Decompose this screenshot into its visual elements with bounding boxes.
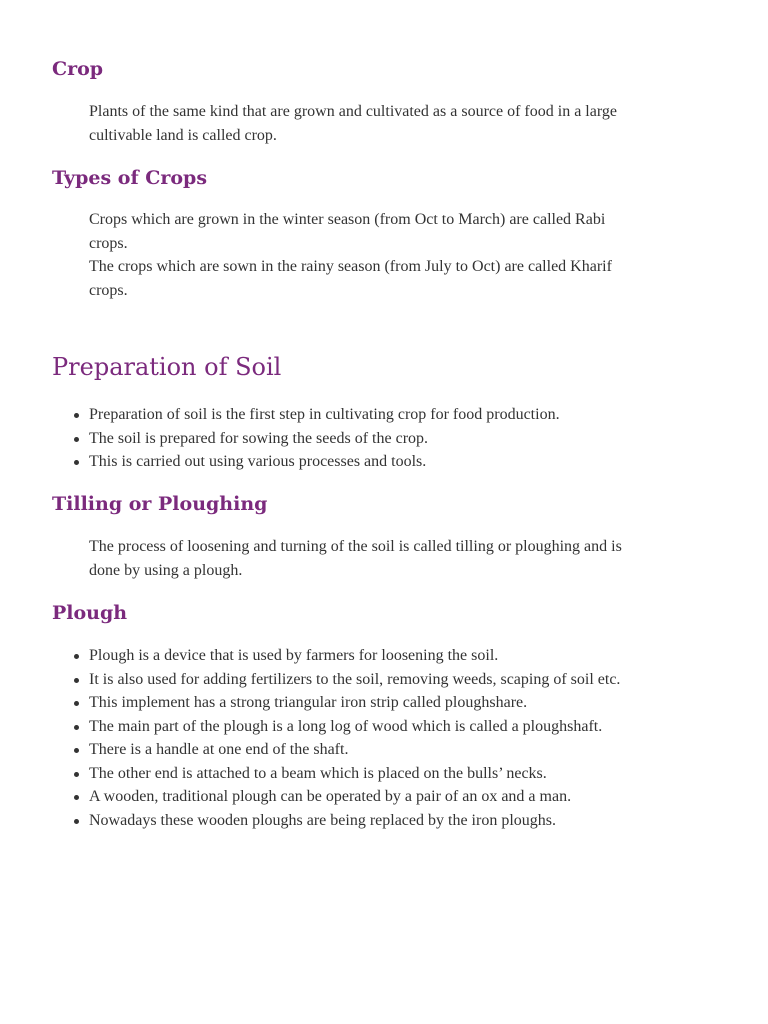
- bullet-icon: [74, 678, 79, 683]
- list-item-text: Preparation of soil is the first step in cultivating crop for food production.: [89, 406, 560, 423]
- list-item: [74, 785, 714, 809]
- text-line: The process of loosening and turning of the soil is called tilling or ploughing and is: [89, 538, 622, 555]
- bullet-icon: [74, 654, 79, 659]
- list-item: [74, 668, 714, 692]
- list-item-text: Nowadays these wooden ploughs are being replaced by the iron ploughs.: [89, 811, 556, 829]
- bullet-icon: [74, 795, 79, 800]
- bullet-icon: [74, 725, 79, 730]
- heading-plough: Plough: [52, 602, 128, 624]
- list-item-text: The other end is attached to a beam which is placed on the bulls’ necks.: [89, 764, 547, 782]
- list-item-text: Plough is a device that is used by farmers for loosening the soil.: [89, 647, 499, 664]
- list-item: [74, 691, 714, 715]
- list-item: [74, 450, 714, 474]
- text-line: cultivable land is called crop.: [89, 126, 277, 144]
- list-item-text: The main part of the plough is a long log of wood which is called a ploughshaft.: [89, 717, 603, 735]
- list-plough: [74, 644, 714, 832]
- list-item-text: This implement has a strong triangular iron strip called ploughshare.: [89, 694, 528, 711]
- paragraph-types-of-crops: [89, 208, 689, 302]
- list-item: [74, 715, 714, 739]
- bullet-icon: [74, 413, 79, 418]
- list-item: [74, 738, 714, 762]
- paragraph-tilling: [89, 535, 689, 582]
- list-item: [74, 427, 714, 451]
- bullet-icon: [74, 701, 79, 706]
- bullet-icon: [74, 748, 79, 753]
- text-line: Crops which are grown in the winter season (from Oct to March) are called Rabi: [89, 211, 606, 228]
- bullet-icon: [74, 437, 79, 442]
- heading-tilling-or-ploughing: Tilling or Ploughing: [52, 493, 268, 515]
- list-item-text: A wooden, traditional plough can be operated by a pair of an ox and a man.: [89, 788, 572, 805]
- bullet-icon: [74, 460, 79, 465]
- bullet-icon: [74, 819, 79, 824]
- heading-preparation-of-soil: Preparation of Soil: [52, 353, 282, 381]
- text-line: Plants of the same kind that are grown and cultivated as a source of food in a large: [89, 103, 617, 120]
- list-item-text: It is also used for adding fertilizers to the soil, removing weeds, scaping of soil etc.: [89, 670, 621, 688]
- text-line: crops.: [89, 234, 128, 252]
- list-item: [74, 403, 714, 427]
- list-item-text: This is carried out using various processes and tools.: [89, 453, 427, 470]
- list-item: [74, 809, 714, 833]
- heading-crop: Crop: [52, 58, 104, 80]
- list-item-text: The soil is prepared for sowing the seeds of the crop.: [89, 429, 429, 447]
- list-item: [74, 644, 714, 668]
- list-preparation-of-soil: [74, 403, 714, 474]
- heading-types-of-crops: Types of Crops: [52, 167, 208, 189]
- bullet-icon: [74, 772, 79, 777]
- text-line: crops.: [89, 281, 128, 299]
- text-line: The crops which are sown in the rainy season (from July to Oct) are called Kharif: [89, 258, 612, 275]
- paragraph-crop-definition: [89, 100, 689, 147]
- text-line: done by using a plough.: [89, 561, 243, 579]
- list-item-text: There is a handle at one end of the shaft.: [89, 741, 349, 758]
- list-item: [74, 762, 714, 786]
